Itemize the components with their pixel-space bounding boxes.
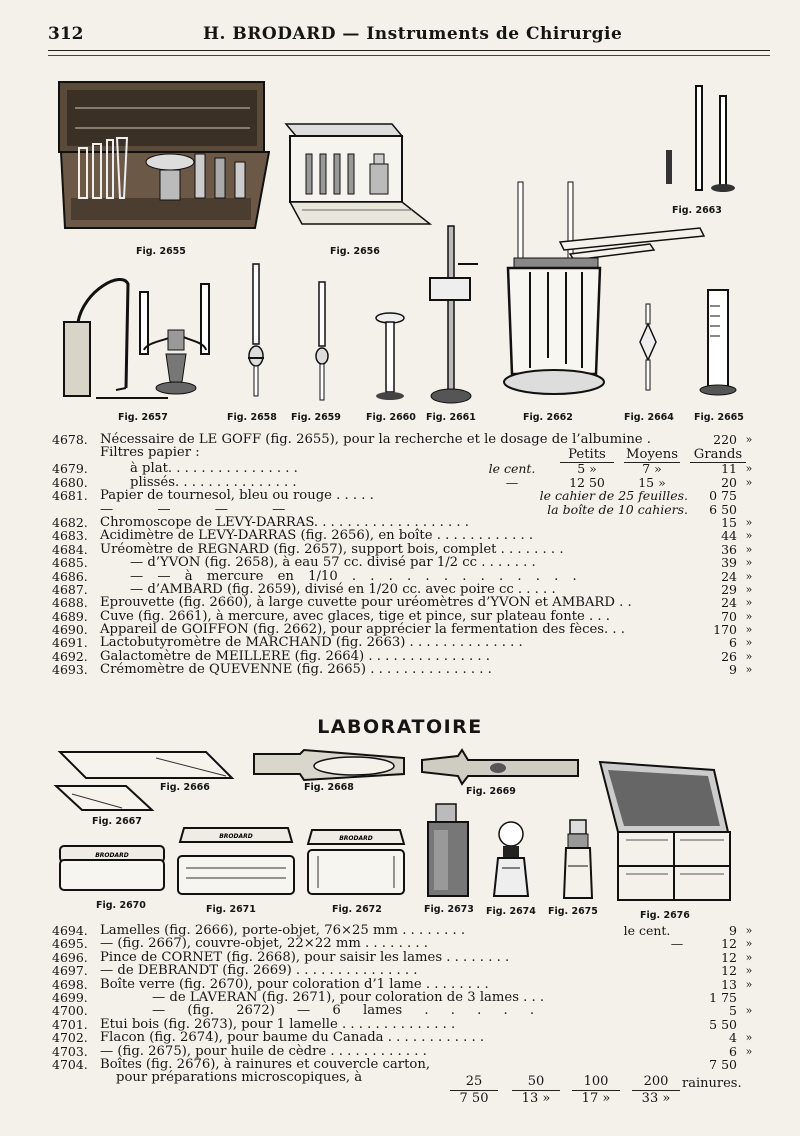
item-number: 4681. — [52, 488, 88, 504]
item-description: — (fig. 2672) — 6 lames . . . . . — [152, 1003, 535, 1019]
item-price: 36 — [721, 541, 737, 557]
catalog-row — [52, 610, 757, 623]
size-price: 13 » — [521, 1091, 551, 1106]
figure-caption: Fig. 2670 — [96, 900, 146, 911]
item-price: 12 — [721, 949, 737, 965]
item-price: 170 — [713, 622, 737, 638]
item-description: — (fig. 2675), pour huile de cèdre . . . . . . . . . . . . — [100, 1043, 427, 1059]
item-number: 4686. — [52, 568, 88, 584]
item-number: 4685. — [52, 555, 88, 571]
item-description: Eprouvette (fig. 2660), à large cuvette pour uréomètres d’YVON et AMBARD . . — [100, 595, 632, 611]
figure-2672-staining-box — [304, 826, 408, 898]
item-number: 4703. — [52, 1043, 88, 1059]
page-title: H. BRODARD — Instruments de Chirurgie — [203, 24, 623, 44]
item-number: 4684. — [52, 541, 88, 557]
item-currency: » — [745, 924, 753, 937]
item-currency: » — [745, 663, 753, 677]
figure-2675-cedar-oil-flask — [560, 816, 596, 902]
item-currency: » — [745, 1044, 753, 1058]
size-price-table — [446, 1074, 746, 1110]
item-number: 4678. — [52, 432, 88, 447]
catalog-row — [52, 1018, 757, 1031]
size-count: 100 — [583, 1074, 609, 1089]
catalog-row — [52, 570, 757, 583]
header-rule — [48, 50, 770, 56]
item-description: Cuve (fig. 2661), à mercure, avec glaces, tige et pince, sur plateau fonte . . . — [100, 608, 610, 624]
catalog-row — [52, 462, 757, 475]
item-currency: » — [745, 529, 753, 543]
item-unit: le cent. — [488, 461, 536, 477]
size-suffix: rainures. — [682, 1076, 742, 1091]
catalog-row — [52, 1031, 757, 1044]
item-description: Uréomètre de REGNARD (fig. 2657), support bois, complet . . . . . . . . — [100, 541, 564, 557]
item-number: 4688. — [52, 595, 88, 611]
figure-caption: Fig. 2664 — [624, 412, 674, 423]
item-price: 29 — [721, 581, 737, 597]
price-petits: 5 » — [577, 461, 597, 477]
catalog-row — [52, 529, 757, 542]
item-description: Lactobutyromètre de MARCHAND (fig. 2663) . . . . . . . . . . . . . . — [100, 635, 523, 651]
item-price: 12 — [721, 963, 737, 979]
catalog-row — [52, 663, 757, 676]
figure-caption: Fig. 2655 — [136, 246, 186, 257]
box-brand: BRODARD — [95, 852, 129, 859]
item-description: Acidimètre de LEVY-DARRAS (fig. 2656), en boîte . . . . . . . . . . . . — [100, 528, 534, 544]
section-title: LABORATOIRE — [317, 716, 483, 738]
page-number: 312 — [48, 24, 84, 44]
item-price: 11 — [721, 461, 737, 477]
item-currency: » — [745, 964, 753, 978]
item-description: — (fig. 2667), couvre-objet, 22×22 mm . . . . . . . . — [100, 936, 428, 952]
catalog-row — [52, 636, 757, 649]
item-description: — — — — — [100, 501, 286, 517]
figure-caption: Fig. 2667 — [92, 816, 142, 827]
item-number: 4701. — [52, 1016, 88, 1032]
item-currency: » — [745, 582, 753, 596]
figure-caption: Fig. 2658 — [227, 412, 277, 423]
figure-2656-box — [282, 120, 432, 238]
catalog-row — [52, 1058, 757, 1071]
catalog-row — [52, 503, 757, 516]
catalog-row — [52, 964, 757, 977]
item-price: 6 50 — [709, 501, 737, 517]
item-description: — de DEBRANDT (fig. 2669) . . . . . . . . . . . . . . . — [100, 963, 418, 979]
item-price: 24 — [721, 568, 737, 584]
figure-2668-cornet-forceps — [250, 744, 408, 784]
item-price: 0 75 — [709, 488, 737, 504]
column-head-grands: Grands — [690, 448, 746, 463]
column-head-moyens: Moyens — [624, 448, 680, 463]
item-number: 4679. — [52, 461, 88, 477]
item-currency: » — [745, 950, 753, 964]
figure-2655-case — [55, 78, 270, 238]
price-moyens: 15 » — [638, 474, 666, 490]
figure-2674-balsam-flask — [490, 818, 532, 900]
item-description: Crémomètre de QUEVENNE (fig. 2665) . . . . . . . . . . . . . . . — [100, 662, 492, 678]
price-petits: 12 50 — [569, 474, 605, 490]
catalog-row — [52, 650, 757, 663]
size-price: 7 50 — [459, 1091, 489, 1106]
figure-caption: Fig. 2656 — [330, 246, 380, 257]
item-unit: la boîte de 10 cahiers. — [547, 501, 688, 517]
catalog-row — [52, 991, 757, 1004]
item-currency: » — [745, 636, 753, 650]
figure-2658-yvon-ureometer — [244, 262, 268, 402]
item-number: 4697. — [52, 963, 88, 979]
figure-2664-galactometer — [636, 302, 660, 398]
item-number: 4687. — [52, 581, 88, 597]
catalog-row — [52, 556, 757, 569]
catalog-row — [52, 446, 757, 462]
item-number: 4680. — [52, 474, 88, 490]
figure-2667-cover-slip — [52, 782, 156, 814]
item-unit: — — [670, 936, 684, 952]
item-number: 4692. — [52, 648, 88, 664]
figure-caption: Fig. 2661 — [426, 412, 476, 423]
item-description: pour préparations microscopiques, à — [116, 1070, 363, 1086]
figure-caption: Fig. 2669 — [466, 786, 516, 797]
item-number: 4691. — [52, 635, 88, 651]
item-currency: » — [745, 556, 753, 570]
item-currency: » — [745, 515, 753, 529]
item-description: Nécessaire de LE GOFF (fig. 2655), pour la recherche et le dosage de l’albumine . — [100, 432, 651, 447]
column-head-petits: Petits — [560, 448, 614, 463]
item-price: 15 — [721, 514, 737, 530]
item-number: 4704. — [52, 1056, 88, 1072]
figure-caption: Fig. 2657 — [118, 412, 168, 423]
figure-caption: Fig. 2673 — [424, 904, 474, 915]
item-price: 1 75 — [709, 989, 737, 1005]
item-description: — d’YVON (fig. 2658), à eau 57 cc. divisé par 1/2 cc . . . . . . . — [130, 555, 536, 571]
figure-2665-cremometer — [696, 286, 740, 400]
catalog-row — [52, 489, 757, 502]
item-description: Appareil de GOIFFON (fig. 2662), pour apprécier la fermentation des fèces. . . — [100, 622, 626, 638]
item-description: Boîte verre (fig. 2670), pour coloration d’1 lame . . . . . . . . — [100, 976, 489, 992]
item-currency: » — [745, 1031, 753, 1045]
figure-2673-wooden-case — [422, 800, 476, 900]
figure-2671-laveran-box — [174, 824, 298, 898]
item-price: 9 — [729, 923, 737, 938]
item-price: 20 — [721, 474, 737, 490]
item-description: — d’AMBARD (fig. 2659), divisé en 1/20 cc. avec poire cc . . . . . — [130, 581, 556, 597]
figure-caption: Fig. 2666 — [160, 782, 210, 793]
item-price: 44 — [721, 528, 737, 544]
catalog-row — [52, 516, 757, 529]
item-price: 26 — [721, 648, 737, 664]
figure-2660-eprouvette — [372, 310, 408, 406]
item-number: 4689. — [52, 608, 88, 624]
item-price: 6 — [729, 635, 737, 651]
item-price: 13 — [721, 976, 737, 992]
item-description: Filtres papier : — [100, 445, 200, 461]
item-currency: » — [745, 623, 753, 637]
item-description: — — à mercure en 1/10 . . . . . . . . . . . . . — [130, 568, 577, 584]
figure-caption: Fig. 2660 — [366, 412, 416, 423]
item-price: 9 — [729, 662, 737, 678]
figure-caption: Fig. 2675 — [548, 906, 598, 917]
item-price: 39 — [721, 555, 737, 571]
item-price: 12 — [721, 936, 737, 952]
item-description: — de LAVERAN (fig. 2671), pour coloration de 3 lames . . . — [152, 989, 545, 1005]
item-description: Etui bois (fig. 2673), pour 1 lamelle . . . . . . . . . . . . . . — [100, 1016, 456, 1032]
item-number: 4696. — [52, 949, 88, 965]
catalog-row — [52, 543, 757, 556]
item-number: 4699. — [52, 989, 88, 1005]
figure-2657-ureometer — [56, 270, 226, 405]
item-price: 5 — [729, 1003, 737, 1019]
item-number: 4683. — [52, 528, 88, 544]
figure-caption: Fig. 2674 — [486, 906, 536, 917]
figure-caption: Fig. 2671 — [206, 904, 256, 915]
figure-caption: Fig. 2665 — [694, 412, 744, 423]
size-price: 17 » — [581, 1091, 611, 1106]
item-price: 5 50 — [709, 1016, 737, 1032]
item-description: Papier de tournesol, bleu ou rouge . . . . . — [100, 488, 374, 504]
figure-2662-goiffon-apparatus — [500, 178, 710, 408]
catalog-row — [52, 951, 757, 964]
figure-2676-grooved-boxes — [596, 758, 738, 904]
catalog-row — [52, 1045, 757, 1058]
size-price: 33 » — [641, 1091, 671, 1106]
item-price: 24 — [721, 595, 737, 611]
catalog-top — [52, 433, 757, 677]
catalog-row — [52, 583, 757, 596]
item-unit: le cahier de 25 feuilles. — [539, 488, 688, 504]
price-moyens: 7 » — [642, 461, 662, 477]
catalog-row — [52, 476, 757, 489]
item-currency: » — [745, 542, 753, 556]
item-currency: » — [745, 475, 753, 489]
size-count: 25 — [465, 1074, 483, 1089]
item-description: plissés. . . . . . . . . . . . . . . — [130, 474, 297, 490]
size-count: 200 — [643, 1074, 669, 1089]
item-number: 4695. — [52, 936, 88, 952]
item-number: 4694. — [52, 923, 88, 938]
item-description: Pince de CORNET (fig. 2668), pour saisir les lames . . . . . . . . — [100, 949, 510, 965]
catalog-row — [52, 433, 757, 446]
item-currency: » — [745, 977, 753, 991]
item-price: 7 50 — [709, 1056, 737, 1072]
item-currency: » — [745, 649, 753, 663]
figure-caption: Fig. 2672 — [332, 904, 382, 915]
item-description: Flacon (fig. 2674), pour baume du Canada . . . . . . . . . . . . — [100, 1030, 485, 1046]
item-number: 4700. — [52, 1003, 88, 1019]
catalog-row — [52, 924, 757, 937]
item-price: 220 — [713, 432, 737, 447]
item-number: 4693. — [52, 662, 88, 678]
figure-2659-ambard-ureometer — [310, 280, 334, 406]
catalog-row — [52, 937, 757, 950]
item-price: 6 — [729, 1043, 737, 1059]
catalog-row — [52, 1004, 757, 1017]
item-number: 4698. — [52, 976, 88, 992]
figure-caption: Fig. 2676 — [640, 910, 690, 921]
item-description: Boîtes (fig. 2676), à rainures et couvercle carton, — [100, 1056, 431, 1072]
page-header — [48, 22, 770, 48]
item-unit: — — [505, 474, 519, 490]
catalog-row — [52, 596, 757, 609]
item-currency: » — [745, 433, 753, 446]
catalog-row — [52, 978, 757, 991]
item-currency: » — [745, 937, 753, 951]
item-unit: le cent. — [623, 923, 671, 938]
item-number: 4682. — [52, 514, 88, 530]
item-currency: » — [745, 609, 753, 623]
box-brand: BRODARD — [339, 835, 373, 842]
figure-caption: Fig. 2663 — [672, 205, 722, 216]
item-description: Lamelles (fig. 2666), porte-objet, 76×25 mm . . . . . . . . — [100, 923, 466, 938]
figure-2669-debrandt-forceps — [418, 746, 584, 788]
box-brand: BRODARD — [219, 833, 253, 840]
catalog-lab — [52, 924, 757, 1085]
figure-caption: Fig. 2659 — [291, 412, 341, 423]
item-description: à plat. . . . . . . . . . . . . . . . — [130, 461, 298, 477]
catalog-row — [52, 623, 757, 636]
item-currency: » — [745, 1004, 753, 1018]
item-price: 4 — [729, 1030, 737, 1046]
item-description: Galactomètre de MEILLERE (fig. 2664) . . . . . . . . . . . . . . . — [100, 648, 490, 664]
item-number: 4690. — [52, 622, 88, 638]
figure-2670-glass-box — [56, 842, 168, 894]
item-currency: » — [745, 569, 753, 583]
item-description: Chromoscope de LEVY-DARRAS. . . . . . . . . . . . . . . . . . . — [100, 514, 470, 530]
figure-caption: Fig. 2662 — [523, 412, 573, 423]
figure-2661-mercury-cuve — [424, 224, 484, 408]
figure-2666-slide — [56, 748, 236, 782]
item-currency: » — [745, 596, 753, 610]
item-price: 70 — [721, 608, 737, 624]
size-count: 50 — [527, 1074, 545, 1089]
item-number: 4702. — [52, 1030, 88, 1046]
figure-caption: Fig. 2668 — [304, 782, 354, 793]
item-currency: » — [745, 462, 753, 476]
